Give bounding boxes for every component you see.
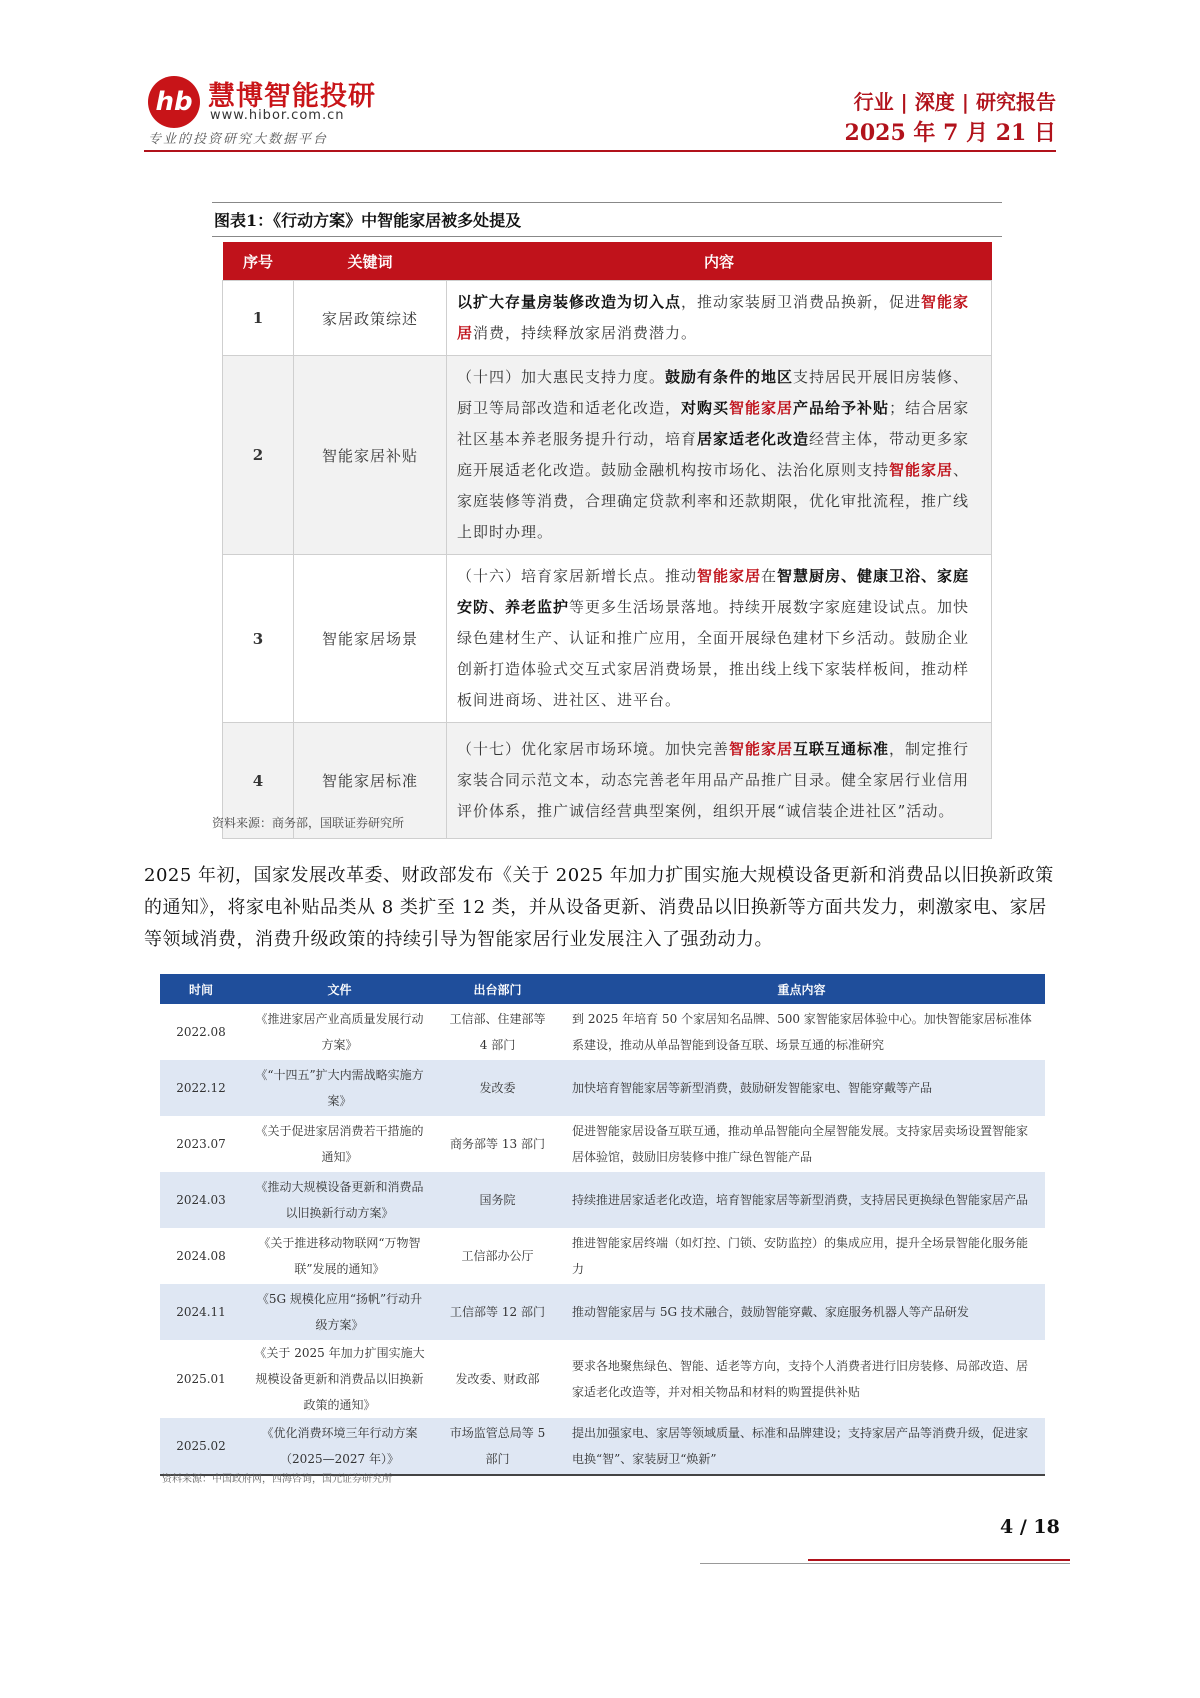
policy-col-time: 时间 bbox=[160, 974, 242, 1004]
figure1-title-bar bbox=[212, 202, 1002, 237]
content-segment: 智能家居 bbox=[889, 461, 954, 479]
logo-slogan: 专业的投资研究大数据平台 bbox=[148, 132, 329, 147]
footer-accent-line bbox=[808, 1559, 1070, 1561]
content-segment: （十六）培育家居新增长点。推动 bbox=[457, 567, 698, 585]
content-segment: 智能家居 bbox=[729, 399, 794, 417]
policy-row-time: 2025.01 bbox=[176, 1372, 226, 1386]
policy-row-dept: 工信部办公厅 bbox=[461, 1249, 534, 1263]
figure1-row-content bbox=[447, 281, 992, 356]
figure1-source: 资料来源：商务部，国联证券研究所 bbox=[212, 816, 405, 830]
figure1-row-content bbox=[447, 356, 992, 555]
figure1-row bbox=[223, 555, 992, 723]
policy-row-time: 2025.02 bbox=[160, 1418, 242, 1475]
content-segment: 智能家居 bbox=[697, 567, 762, 585]
policy-row-doc: 《关于 2025 年加力扩围实施大规模设备更新和消费品以旧换新政策的通知》 bbox=[254, 1346, 425, 1412]
policy-row bbox=[160, 1340, 1045, 1418]
content-segment: 智慧厨房、健康卫浴、家庭安防、养老监护 bbox=[457, 567, 970, 616]
content-segment: 支持居民开展旧房装修、厨卫等局部改造和适老化改造， bbox=[457, 368, 970, 417]
policy-row-doc: 《关于促进家居消费若干措施的通知》 bbox=[255, 1124, 424, 1164]
policy-row-dept: 发改委、财政部 bbox=[455, 1372, 540, 1386]
page-number: 4 / 18 bbox=[1000, 1516, 1060, 1538]
content-segment: 在 bbox=[761, 567, 778, 585]
content-segment: （十四）加大惠民支持力度。 bbox=[457, 368, 666, 386]
figure1-title: 图表1：《行动方案》中智能家居被多处提及 bbox=[214, 211, 522, 230]
figure1-table bbox=[222, 242, 992, 839]
report-date: 2025 年 7 月 21 日 bbox=[844, 120, 1056, 146]
policy-row-dept: 国务院 bbox=[437, 1172, 558, 1228]
policy-row-key: 促进智能家居设备互联互通，推动单品智能向全屋智能发展。支持家居卖场设置智能家居体验馆，鼓励旧房装修中推广绿色智能产品 bbox=[572, 1124, 1029, 1164]
policy-row-doc: 《推进家居产业高质量发展行动方案》 bbox=[255, 1012, 424, 1052]
content-segment: 经营主体，带动更多家庭开展适老化改造。鼓励金融机构按市场化、法治化原则支持 bbox=[457, 430, 970, 479]
policy-row-dept: 工信部等 12 部门 bbox=[437, 1284, 558, 1340]
policy-row-key: 加快培育智能家居等新型消费，鼓励研发智能家电、智能穿戴等产品 bbox=[558, 1060, 1045, 1116]
figure1-row-keyword: 家居政策综述 bbox=[294, 281, 447, 356]
content-segment: 以扩大存量房装修改造为切入点 bbox=[457, 293, 682, 311]
figure1-row-content bbox=[447, 555, 992, 723]
content-segment: 智能家居 bbox=[729, 740, 794, 758]
figure1-row-no: 2 bbox=[223, 356, 294, 555]
figure1-row bbox=[223, 356, 992, 555]
policy-col-key: 重点内容 bbox=[558, 974, 1045, 1004]
figure1-row-keyword: 智能家居标准 bbox=[294, 723, 447, 839]
page-header bbox=[144, 66, 1056, 148]
policy-row bbox=[160, 1172, 1045, 1228]
policy-row bbox=[160, 1418, 1045, 1475]
report-type: 行业 | 深度 | 研究报告 bbox=[853, 90, 1056, 114]
policy-row bbox=[160, 1116, 1045, 1172]
content-segment: 对购买 bbox=[681, 399, 730, 417]
policy-row-time: 2023.07 bbox=[176, 1137, 226, 1151]
policy-row-time: 2024.08 bbox=[176, 1249, 226, 1263]
policy-row-key: 推动智能家居与 5G 技术融合，鼓励智能穿戴、家庭服务机器人等产品研发 bbox=[558, 1284, 1045, 1340]
policy-row-key: 提出加强家电、家居等领域质量、标准和品牌建设；支持家居产品等消费升级，促进家电换“智”、家装厨卫“焕新” bbox=[558, 1418, 1045, 1475]
figure1-row-no: 3 bbox=[223, 555, 294, 723]
footer-divider bbox=[700, 1563, 1070, 1564]
figure1-header-row bbox=[223, 242, 992, 281]
policy-row-time: 2024.03 bbox=[160, 1172, 242, 1228]
figure1-col-keyword: 关键词 bbox=[294, 242, 447, 281]
content-segment: 消费，持续释放家居消费潜力。 bbox=[473, 324, 698, 342]
content-segment: 智能家居 bbox=[457, 293, 970, 342]
policy-row-key: 要求各地聚焦绿色、智能、适老等方向，支持个人消费者进行旧房装修、局部改造、居家适老化改造等，并对相关物品和材料的购置提供补贴 bbox=[572, 1359, 1029, 1399]
policy-row-doc: 《推动大规模设备更新和消费品以旧换新行动方案》 bbox=[242, 1172, 437, 1228]
policy-col-dept: 出台部门 bbox=[437, 974, 558, 1004]
content-segment: 产品给予补贴 bbox=[793, 399, 890, 417]
policy-table bbox=[160, 974, 1045, 1476]
figure1-row bbox=[223, 281, 992, 356]
content-segment: 鼓励有条件的地区 bbox=[665, 368, 794, 386]
content-segment: 居家适老化改造 bbox=[697, 430, 810, 448]
policy-row-dept: 市场监管总局等 5 部门 bbox=[437, 1418, 558, 1475]
policy-row-time: 2022.08 bbox=[176, 1025, 226, 1039]
policy-row-doc: 《关于推进移动物联网“万物智联”发展的通知》 bbox=[258, 1236, 421, 1276]
content-segment: ，制定推行家装合同示范文本，动态完善老年用品产品推广目录。健全家居行业信用评价体系，推广诚信经营典型案例，组织开展“诚信装企进社区”活动。 bbox=[457, 740, 970, 820]
policy-row bbox=[160, 1060, 1045, 1116]
hibor-logo-icon[interactable]: hb bbox=[148, 76, 200, 128]
body-paragraph: 2025 年初，国家发展改革委、财政部发布《关于 2025 年加力扩围实施大规模设备更新和消费品以旧换新政策的通知》，将家电补贴品类从 8 类扩至 12 类，并从设备更新、消费品以旧换新等方面共发力，刺激家电、家居等领域消费，消费升级政策的持续引导为智能家居行业发展注入了强劲动力。 bbox=[144, 865, 1054, 950]
policy-col-doc: 文件 bbox=[242, 974, 437, 1004]
logo-url[interactable]: www.hibor.com.cn bbox=[210, 108, 345, 123]
content-segment: 互联互通标准 bbox=[793, 740, 890, 758]
policy-row bbox=[160, 1004, 1045, 1060]
policy-row-time: 2024.11 bbox=[160, 1284, 242, 1340]
content-segment: ，推动家装厨卫消费品换新，促进 bbox=[681, 293, 922, 311]
figure1-col-no: 序号 bbox=[223, 242, 294, 281]
logo-name: 慧博智能投研 bbox=[208, 81, 376, 112]
figure1-row-keyword: 智能家居场景 bbox=[294, 555, 447, 723]
policy-row-doc: 《5G 规模化应用“扬帆”行动升级方案》 bbox=[242, 1284, 437, 1340]
policy-row-doc: 《优化消费环境三年行动方案（2025—2027 年）》 bbox=[242, 1418, 437, 1475]
policy-row-dept: 发改委 bbox=[437, 1060, 558, 1116]
figure1-row-keyword: 智能家居补贴 bbox=[294, 356, 447, 555]
policy-row bbox=[160, 1228, 1045, 1284]
figure1-row-no: 4 bbox=[223, 723, 294, 839]
figure1-row-no: 1 bbox=[223, 281, 294, 356]
policy-row-doc: 《“十四五”扩大内需战略实施方案》 bbox=[242, 1060, 437, 1116]
figure1-col-content: 内容 bbox=[447, 242, 992, 281]
policy-row-dept: 商务部等 13 部门 bbox=[450, 1137, 545, 1151]
policy-row-dept: 工信部、住建部等 4 部门 bbox=[449, 1012, 546, 1052]
policy-row-key: 推进智能家居终端（如灯控、门锁、安防监控）的集成应用，提升全场景智能化服务能力 bbox=[572, 1236, 1029, 1276]
policy-table-source: 资料来源：中国政府网，四海咨询，国元证券研究所 bbox=[162, 1474, 392, 1485]
content-segment: 、家庭装修等消费，合理确定贷款利率和还款期限，优化审批流程，推广线上即时办理。 bbox=[457, 461, 970, 541]
content-segment: （十七）优化家居市场环境。加快完善 bbox=[457, 740, 730, 758]
header-divider bbox=[144, 150, 1056, 152]
policy-row bbox=[160, 1284, 1045, 1340]
policy-row-key: 到 2025 年培育 50 个家居知名品牌、500 家智能家居体验中心。加快智能家居标准体系建设，推动从单品智能到设备互联、场景互通的标准研究 bbox=[572, 1012, 1032, 1052]
policy-row-key: 持续推进居家适老化改造，培育智能家居等新型消费，支持居民更换绿色智能家居产品 bbox=[558, 1172, 1045, 1228]
figure1-row-content bbox=[447, 723, 992, 839]
policy-row-time: 2022.12 bbox=[160, 1060, 242, 1116]
content-segment: 等更多生活场景落地。持续开展数字家庭建设试点。加快绿色建材生产、认证和推广应用，全面开展绿色建材下乡活动。鼓励企业创新打造体验式交互式家居消费场景，推出线上线下家装样板间，推动样板间进商场、进社区、进平台。 bbox=[457, 598, 970, 709]
policy-header-row bbox=[160, 974, 1045, 1004]
content-segment: ；结合居家社区基本养老服务提升行动，培育 bbox=[457, 399, 970, 448]
